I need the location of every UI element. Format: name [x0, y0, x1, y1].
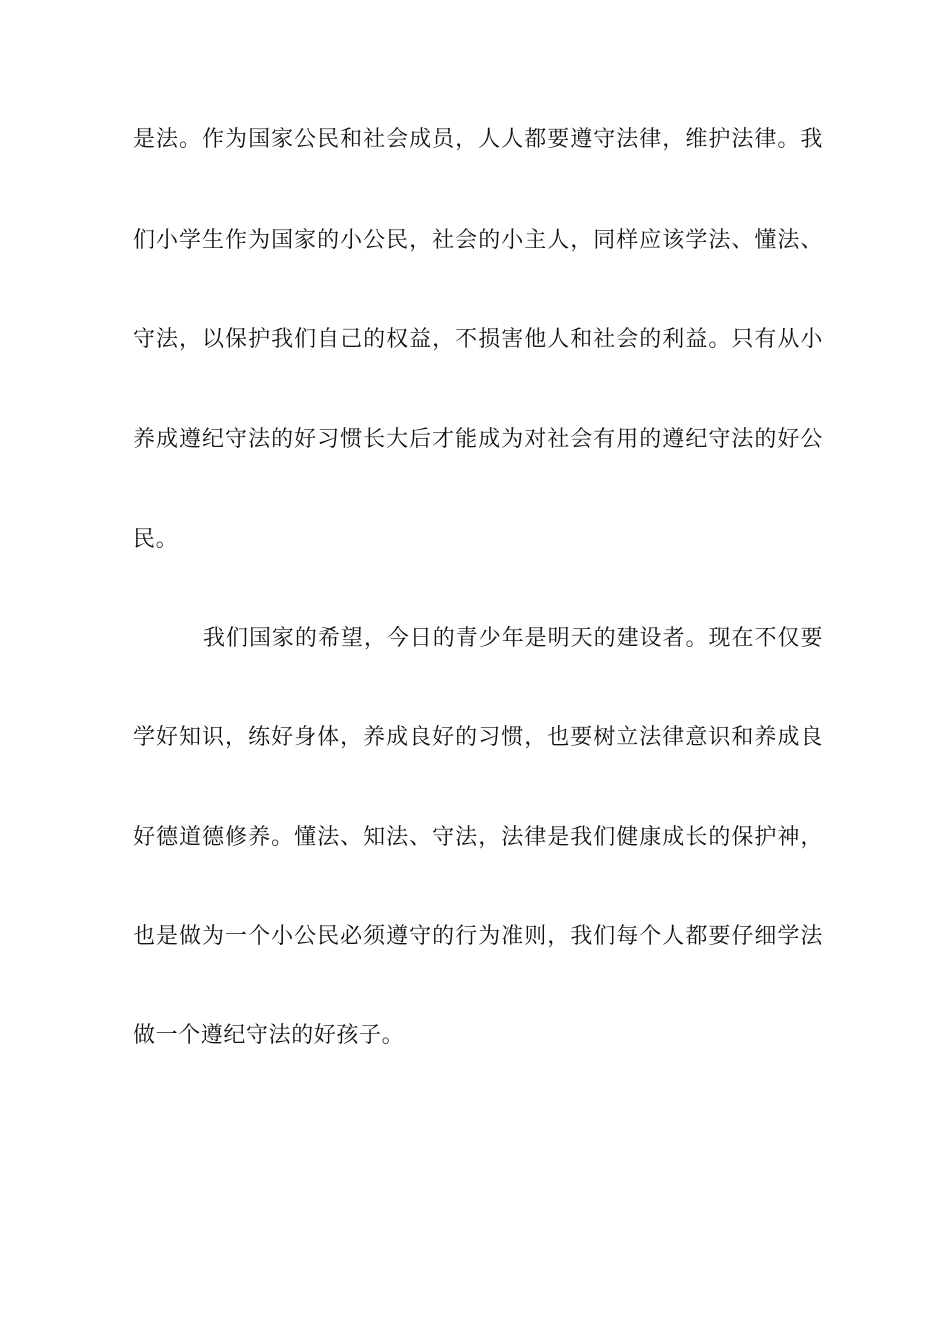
paragraph-2-line-5: 做一个遵纪守法的好孩子。: [133, 1023, 405, 1048]
paragraph-1-line-2: 们小学生作为国家的小公民，社会的小主人，同样应该学法、懂法、: [133, 228, 823, 253]
paragraph-1-line-3: 守法，以保护我们自己的权益，不损害他人和社会的利益。只有从小: [133, 327, 823, 352]
paragraph-2-line-2: 学好知识，练好身体，养成良好的习惯，也要树立法律意识和养成良: [133, 725, 823, 750]
paragraph-1-line-5: 民。: [133, 527, 179, 552]
paragraph-2-line-1: 我们国家的希望，今日的青少年是明天的建设者。现在不仅要: [203, 626, 823, 651]
paragraph-1-line-4: 养成遵纪守法的好习惯长大后才能成为对社会有用的遵纪守法的好公: [133, 427, 823, 452]
paragraph-2-line-4: 也是做为一个小公民必须遵守的行为准则，我们每个人都要仔细学法: [133, 924, 823, 949]
paragraph-2-line-3: 好德道德修养。懂法、知法、守法，法律是我们健康成长的保护神，: [133, 825, 823, 850]
paragraph-1-line-1: 是法。作为国家公民和社会成员，人人都要遵守法律，维护法律。我: [133, 127, 823, 152]
